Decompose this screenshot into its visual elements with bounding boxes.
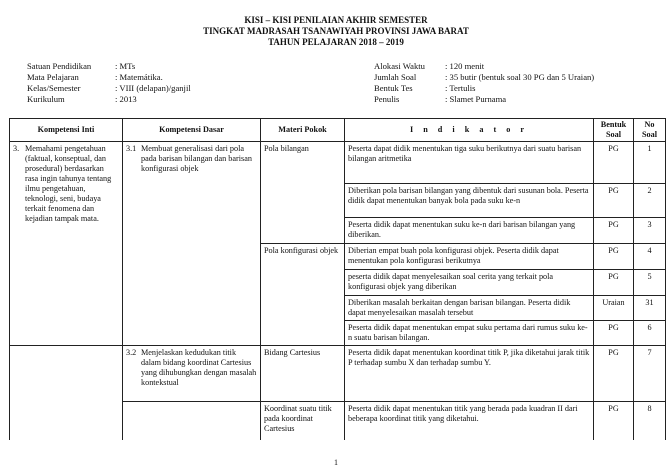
title-line-3: TAHUN PELAJARAN 2018 – 2019 — [268, 37, 404, 47]
meta-value: : Slamet Purnama — [445, 94, 507, 104]
cell-indikator: peserta didik dapat menyelesaikan soal cerita yang terkait pola konfigurasi objek yang diberikan — [345, 270, 594, 296]
meta-value: : 2013 — [115, 94, 137, 104]
kd-number: 3.1 — [126, 144, 137, 153]
meta-label: Satuan Pendidikan — [27, 61, 92, 71]
cell-no-soal: 4 — [634, 244, 666, 270]
cell-no-soal: 3 — [634, 218, 666, 244]
meta-label: Kelas/Semester — [27, 83, 81, 93]
header-indikator: I n d i k a t o r — [345, 119, 594, 142]
cell-no-soal: 6 — [634, 321, 666, 346]
cell-kompetensi-dasar-2 — [123, 346, 261, 402]
meta-right — [374, 61, 594, 105]
meta-value: : VIII (delapan)/ganjil — [115, 83, 191, 93]
header-no-soal: No Soal — [634, 119, 666, 142]
cell-bentuk-soal: PG — [594, 321, 634, 346]
meta-value: : Tertulis — [445, 83, 476, 93]
cell-no-soal: 2 — [634, 184, 666, 218]
meta-label: Penulis — [374, 94, 400, 104]
title-line-2: TINGKAT MADRASAH TSANAWIYAH PROVINSI JAWA BARAT — [203, 26, 469, 36]
cell-indikator: Diberian empat buah pola konfigurasi objek. Peserta didik dapat menentukan pola konfigurasi berikutnya — [345, 244, 594, 270]
meta-value: : 120 menit — [445, 61, 485, 71]
table-row — [10, 346, 666, 402]
meta-label: Mata Pelajaran — [27, 72, 79, 82]
cell-kompetensi-dasar-continued — [123, 402, 261, 440]
cell-no-soal: 8 — [634, 402, 666, 440]
ki-number: 3. — [13, 144, 20, 153]
kd-text: Membuat generalisasi dari pola pada barisan bilangan dan barisan konfigurasi objek — [141, 144, 252, 173]
meta-label: Alokasi Waktu — [374, 61, 425, 71]
meta-value: : 35 butir (bentuk soal 30 PG dan 5 Uraian) — [445, 72, 595, 82]
cell-indikator: Diberikan pola barisan bilangan yang dibentuk dari susunan bola. Peserta didik dapat menentukan banyak bola pada suku ke-n — [345, 184, 594, 218]
meta-value: : Matemátika. — [115, 72, 163, 82]
meta-left — [27, 61, 191, 105]
cell-bentuk-soal: Uraian — [594, 296, 634, 321]
cell-bentuk-soal: PG — [594, 244, 634, 270]
cell-indikator: Peserta didik dapat menentukan titik yang berada pada kuadran II dari beberapa koordinat titik yang diketahui. — [345, 402, 594, 440]
cell-bentuk-soal: PG — [594, 218, 634, 244]
cell-bentuk-soal: PG — [594, 346, 634, 402]
cell-kompetensi-inti — [10, 142, 123, 346]
cell-indikator: Peserta dapat didik menentukan tiga suku berikutnya dari suatu barisan bilangan aritmetika — [345, 142, 594, 184]
meta-row — [27, 94, 191, 105]
cell-indikator: Peserta didik dapat menentukan empat suku pertama dari rumus suku ke-n suatu barisan bilangan. — [345, 321, 594, 346]
kd-text: Menjelaskan kedudukan titik dalam bidang koordinat Cartesius yang dihubungkan dengan masalah kontekstual — [141, 348, 257, 387]
cell-materi-pola-konfigurasi: Pola konfigurasi objek — [261, 244, 345, 346]
meta-row — [374, 72, 594, 83]
header-materi-pokok: Materi Pokok — [261, 119, 345, 142]
kisi-table — [9, 118, 666, 440]
meta-label: Bentuk Tes — [374, 83, 413, 93]
meta-row — [27, 61, 191, 72]
table-header-row — [10, 119, 666, 142]
meta-row — [27, 72, 191, 83]
cell-no-soal: 5 — [634, 270, 666, 296]
cell-indikator: Diberikan masalah berkaitan dengan barisan bilangan. Peserta didik dapat menyelesaikan masalah tersebut — [345, 296, 594, 321]
table-row — [10, 142, 666, 184]
cell-no-soal: 31 — [634, 296, 666, 321]
meta-row — [374, 83, 594, 94]
cell-materi-pola-bilangan: Pola bilangan — [261, 142, 345, 244]
ki-text: Memahami pengetahuan (faktual, konseptual, dan prosedural) berdasarkan rasa ingin tahunya tentang ilmu pengetahuan, teknologi, seni, budaya terkait fenomena dan kejadian tampak mata. — [25, 144, 112, 223]
cell-bentuk-soal: PG — [594, 184, 634, 218]
cell-bentuk-soal: PG — [594, 270, 634, 296]
cell-no-soal: 1 — [634, 142, 666, 184]
cell-indikator: Peserta didik dapat menentukan koordinat titik P, jika diketahui jarak titik P terhadap sumbu X dan terhadap sumbu Y. — [345, 346, 594, 402]
page-number: 1 — [334, 458, 338, 467]
meta-label: Jumlah Soal — [374, 72, 417, 82]
title-line-1: KISI – KISI PENILAIAN AKHIR SEMESTER — [244, 15, 428, 25]
meta-row — [374, 61, 594, 72]
header-bentuk-soal: Bentuk Soal — [594, 119, 634, 142]
meta-label: Kurikulum — [27, 94, 65, 104]
kd-number: 3.2 — [126, 348, 137, 357]
cell-indikator: Peserta didik dapat menentukan suku ke-n dari barisan bilangan yang diberikan. — [345, 218, 594, 244]
cell-no-soal: 7 — [634, 346, 666, 402]
header-kompetensi-dasar: Kompetensi Dasar — [123, 119, 261, 142]
cell-kompetensi-dasar-1 — [123, 142, 261, 346]
cell-kompetensi-inti-continued — [10, 346, 123, 440]
meta-row — [27, 83, 191, 94]
meta-value: : MTs — [115, 61, 136, 71]
cell-bentuk-soal: PG — [594, 402, 634, 440]
meta-row — [374, 94, 594, 105]
cell-materi-koordinat-titik: Koordinat suatu titik pada koordinat Cartesius — [261, 402, 345, 440]
cell-materi-bidang-cartesius: Bidang Cartesius — [261, 346, 345, 402]
header-kompetensi-inti: Kompetensi Inti — [10, 119, 123, 142]
cell-bentuk-soal: PG — [594, 142, 634, 184]
